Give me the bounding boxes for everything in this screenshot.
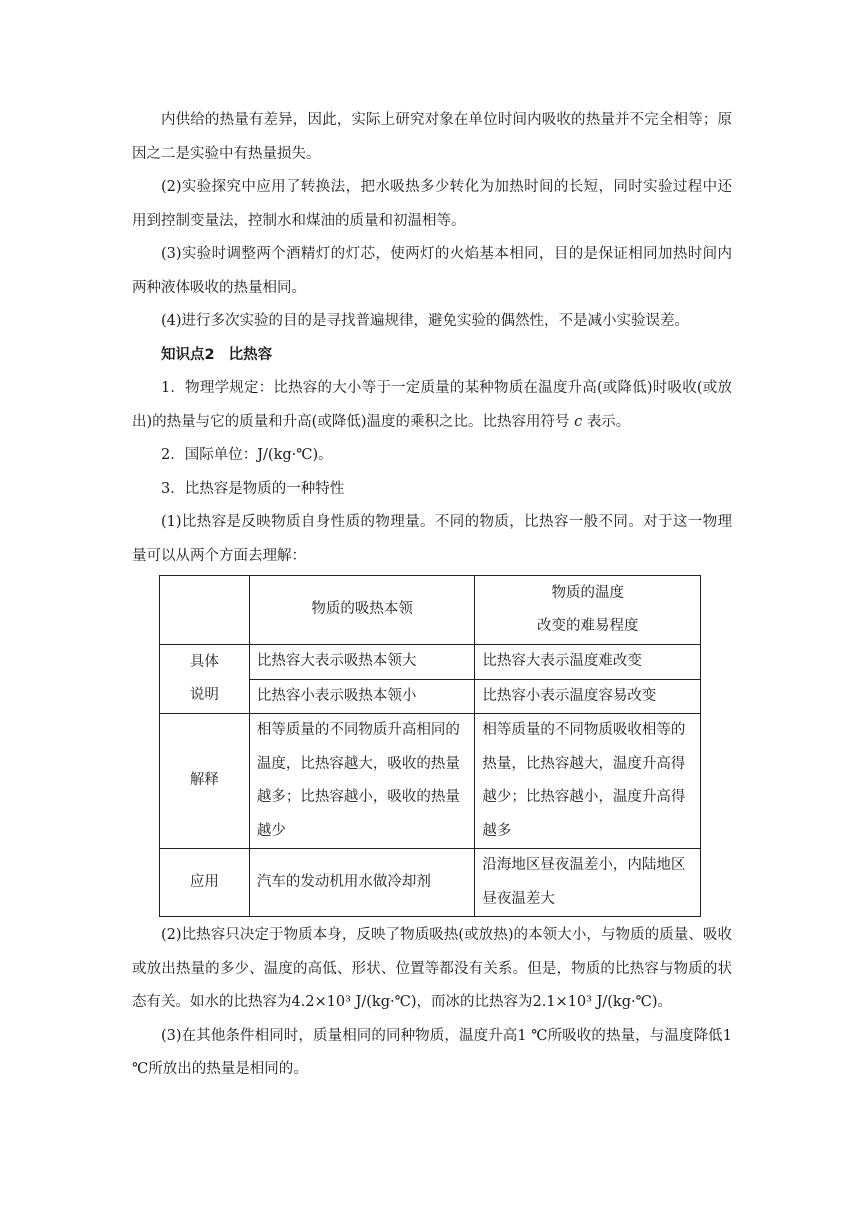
paragraph-4: (4)进行多次实验的目的是寻找普遍规律，避免实验的偶然性，不是减小实验误差。: [161, 313, 690, 329]
table-label-explain: 解释: [160, 714, 250, 849]
point-1-end: 表示。: [586, 413, 631, 430]
paragraph-3: (3)实验时调整两个酒精灯的灯芯，使两灯的火焰基本相同，目的是保证相同加热时间内两种液体吸收的热量相同。: [132, 246, 732, 296]
paragraph-3-2: (2)比热容只决定于物质本身，反映了物质吸热(或放热)的本领大小，与物质的质量、吸收或放出热量的多少、温度的高低、形状、位置等都没有关系。但是，物质的比热容与物质的状态有关。如水的比热容为4.2×10³ J/(kg·℃)，而冰的比热容为2.1×10³ J/(kg·℃)。: [132, 927, 732, 1010]
point-1: [132, 372, 732, 439]
table-cell: 比热容小表示温度容易改变: [475, 679, 701, 714]
table-row-apply: [160, 849, 701, 917]
table-header-col2: [475, 576, 701, 645]
section-heading-title: 比热容: [228, 346, 273, 363]
table-header-empty: [160, 576, 250, 645]
paragraph-3-3: (3)在其他条件相同时，质量相同的同种物质，温度升高1 ℃所吸收的热量，与温度降低1 ℃所放出的热量是相同的。: [132, 1027, 732, 1077]
table-cell: 比热容小表示吸热本领小: [249, 679, 475, 714]
table-label-apply: 应用: [160, 849, 250, 917]
table-header-col1: 物质的吸热本领: [249, 576, 475, 645]
point-3: 3．比热容是物质的一种特性: [161, 480, 345, 497]
table-header-col2-line1: 物质的温度: [551, 584, 624, 601]
table-cell: 汽车的发动机用水做冷却剂: [249, 849, 475, 917]
table-label-detail-line2: 说明: [189, 687, 219, 703]
table-cell: 相等质量的不同物质升高相同的温度，比热容越大，吸收的热量越多；比热容越小，吸收的热量越少: [249, 714, 475, 849]
symbol-c: c: [574, 413, 583, 430]
table-row-detail-a: [160, 645, 701, 680]
specific-heat-table: [159, 575, 701, 917]
table-cell: 相等质量的不同物质吸收相等的热量，比热容越大，温度升高得越少；比热容越小，温度升高得越多: [475, 714, 701, 849]
section-heading: [132, 339, 732, 373]
paragraph-continued: 内供给的热量有差异，因此，实际上研究对象在单位时间内吸收的热量并不完全相等；原因之二是实验中有热量损失。: [132, 112, 732, 162]
table-label-detail: [160, 645, 250, 714]
table-header-row: [160, 576, 701, 645]
point-3-1: (1)比热容是反映物质自身性质的物理量。不同的物质，比热容一般不同。对于这一物理量可以从两个方面去理解：: [132, 514, 732, 564]
table-cell: 比热容大表示吸热本领大: [249, 645, 475, 680]
point-2: 2．国际单位：J/(kg·℃)。: [161, 447, 333, 463]
paragraph-2: (2)实验探究中应用了转换法，把水吸热多少转化为加热时间的长短，同时实验过程中还用到控制变量法，控制水和煤油的质量和初温相等。: [132, 179, 732, 229]
table-row-explain: [160, 714, 701, 849]
table-header-col2-line2: 改变的难易程度: [536, 618, 639, 634]
point-1-text: 1．物理学规定：比热容的大小等于一定质量的某种物质在温度升高(或降低)时吸收(或放出)的热量与它的质量和升高(或降低)温度的乘积之比。比热容用符号: [132, 380, 732, 430]
section-heading-label: 知识点2: [161, 346, 215, 363]
page-content: [132, 104, 732, 1087]
table-cell: 比热容大表示温度难改变: [475, 645, 701, 680]
table-cell: 沿海地区昼夜温差小，内陆地区昼夜温差大: [475, 849, 701, 917]
table-label-detail-line1: 具体: [189, 653, 219, 670]
